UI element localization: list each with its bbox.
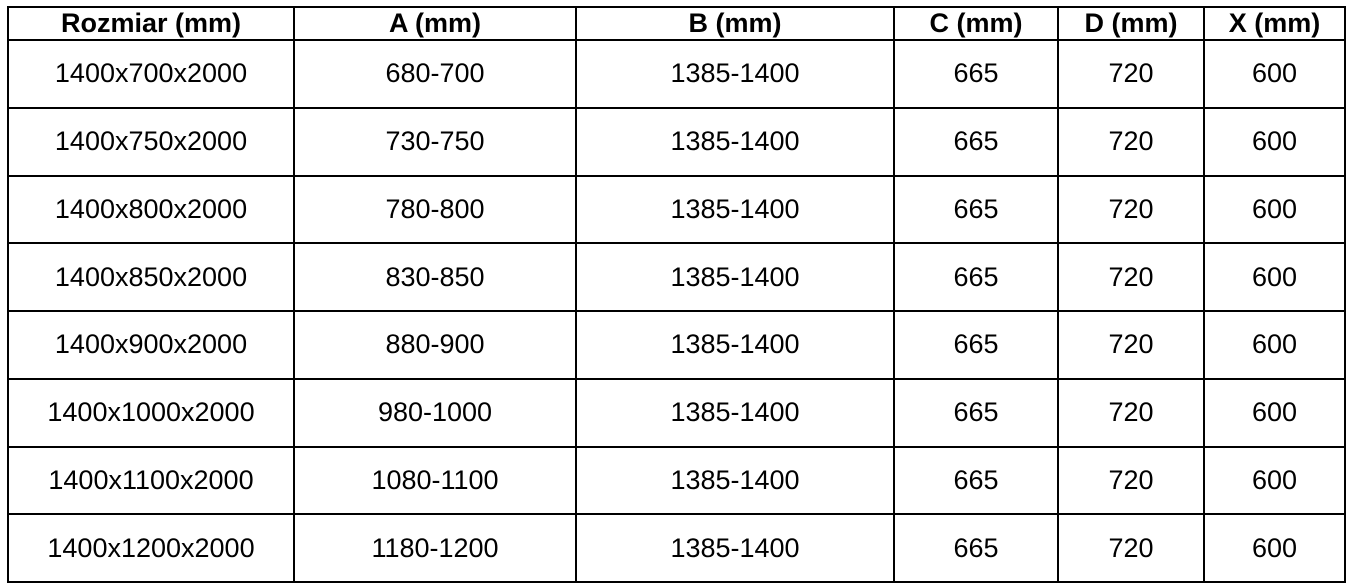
table-cell: 680-700: [294, 40, 576, 108]
table-cell: 600: [1204, 176, 1345, 244]
header-row: [8, 7, 1345, 40]
table-row: [8, 447, 1345, 515]
table-cell: 830-850: [294, 243, 576, 311]
table-cell: 1385-1400: [576, 176, 894, 244]
table-cell: 730-750: [294, 108, 576, 176]
table-cell: 665: [894, 514, 1058, 582]
table-cell: 665: [894, 40, 1058, 108]
table-cell: 1385-1400: [576, 311, 894, 379]
table-cell: 600: [1204, 311, 1345, 379]
table-cell: 1385-1400: [576, 40, 894, 108]
table-cell: 665: [894, 447, 1058, 515]
table-cell: 1400x800x2000: [8, 176, 294, 244]
table-cell: 1385-1400: [576, 447, 894, 515]
table-row: [8, 176, 1345, 244]
table-cell: 1400x1200x2000: [8, 514, 294, 582]
table-cell: 1385-1400: [576, 243, 894, 311]
table-cell: 720: [1058, 379, 1204, 447]
table-cell: 780-800: [294, 176, 576, 244]
table-cell: 665: [894, 379, 1058, 447]
table-cell: 665: [894, 176, 1058, 244]
table-cell: 600: [1204, 514, 1345, 582]
column-header-b: B (mm): [576, 7, 894, 40]
table-cell: 1385-1400: [576, 379, 894, 447]
table-row: [8, 40, 1345, 108]
table-cell: 1400x1100x2000: [8, 447, 294, 515]
table-row: [8, 379, 1345, 447]
column-header-x: X (mm): [1204, 7, 1345, 40]
table-cell: 1385-1400: [576, 514, 894, 582]
table-cell: 720: [1058, 176, 1204, 244]
table-header: [8, 7, 1345, 40]
table-cell: 1080-1100: [294, 447, 576, 515]
table-cell: 720: [1058, 514, 1204, 582]
table-cell: 600: [1204, 108, 1345, 176]
table-cell: 880-900: [294, 311, 576, 379]
table-cell: 665: [894, 243, 1058, 311]
table-cell: 720: [1058, 447, 1204, 515]
column-header-a: A (mm): [294, 7, 576, 40]
table-cell: 1400x750x2000: [8, 108, 294, 176]
table-cell: 1180-1200: [294, 514, 576, 582]
table-cell: 600: [1204, 40, 1345, 108]
table-cell: 665: [894, 311, 1058, 379]
table-cell: 720: [1058, 40, 1204, 108]
table-cell: 1400x900x2000: [8, 311, 294, 379]
table-row: [8, 243, 1345, 311]
table-cell: 600: [1204, 379, 1345, 447]
table-cell: 1385-1400: [576, 108, 894, 176]
column-header-c: C (mm): [894, 7, 1058, 40]
table-cell: 980-1000: [294, 379, 576, 447]
column-header-d: D (mm): [1058, 7, 1204, 40]
size-table: [7, 6, 1346, 583]
table-cell: 600: [1204, 243, 1345, 311]
table-row: [8, 514, 1345, 582]
table-body: [8, 40, 1345, 582]
table-cell: 1400x700x2000: [8, 40, 294, 108]
table-row: [8, 311, 1345, 379]
table-cell: 600: [1204, 447, 1345, 515]
table-cell: 720: [1058, 108, 1204, 176]
table-row: [8, 108, 1345, 176]
table-cell: 1400x850x2000: [8, 243, 294, 311]
table-cell: 720: [1058, 243, 1204, 311]
table-cell: 1400x1000x2000: [8, 379, 294, 447]
column-header-rozmiar: Rozmiar (mm): [8, 7, 294, 40]
table-cell: 665: [894, 108, 1058, 176]
table-cell: 720: [1058, 311, 1204, 379]
